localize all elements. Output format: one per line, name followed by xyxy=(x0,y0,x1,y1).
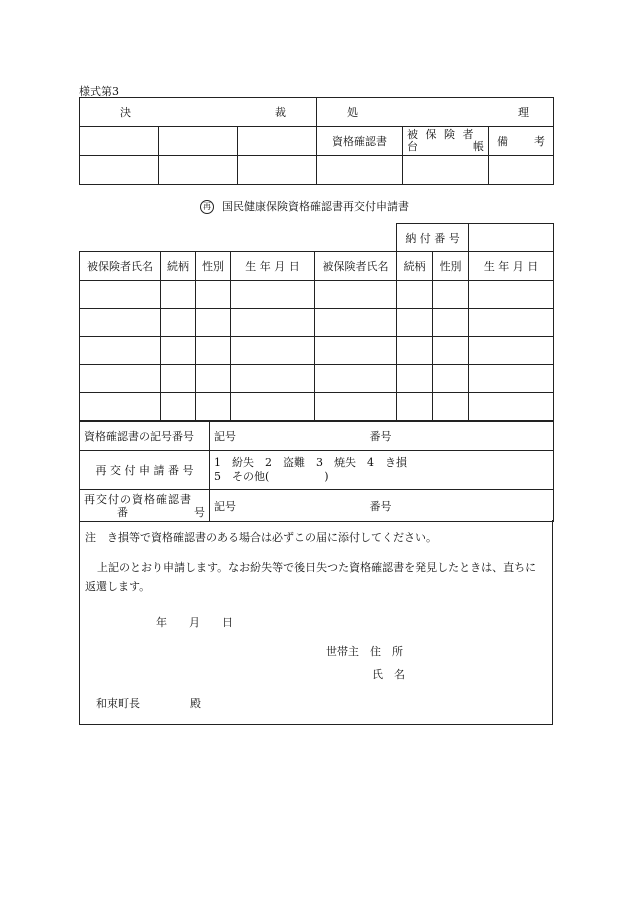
table-row xyxy=(80,365,554,393)
name-label: 氏 名 xyxy=(372,668,405,681)
header-relation-1: 続柄 xyxy=(161,252,196,281)
sex-field[interactable] xyxy=(433,309,469,337)
ledger-cell[interactable] xyxy=(403,156,489,185)
recipient: 和束町長 xyxy=(96,697,140,710)
relation-field[interactable] xyxy=(397,365,433,393)
declaration-text: 上記のとおり申請します。なお紛失等で後日失つた資格確認書を発見したときは、直ちに返還します。 xyxy=(85,561,537,593)
sex-field[interactable] xyxy=(433,337,469,365)
sex-field[interactable] xyxy=(433,365,469,393)
relation-field[interactable] xyxy=(397,393,433,421)
name-field[interactable] xyxy=(80,309,161,337)
persons-header-row xyxy=(80,252,554,281)
relation-field[interactable] xyxy=(397,281,433,309)
form-title: 再 国民健康保険資格確認書再交付申請書 xyxy=(200,198,409,214)
stamp-cell-2[interactable] xyxy=(159,127,238,156)
declaration-box xyxy=(79,520,553,725)
header-name-2: 被保険者氏名 xyxy=(315,252,397,281)
table-row xyxy=(80,393,554,421)
birthdate-field[interactable] xyxy=(469,393,554,421)
birthdate-field[interactable] xyxy=(231,281,315,309)
processing-header: 処 理 xyxy=(317,98,554,127)
sex-field[interactable] xyxy=(196,337,231,365)
sex-field[interactable] xyxy=(196,281,231,309)
relation-field[interactable] xyxy=(161,393,196,421)
relation-field[interactable] xyxy=(161,337,196,365)
birthdate-field[interactable] xyxy=(231,309,315,337)
approval-table xyxy=(79,97,554,185)
date-line[interactable]: 年 月 日 xyxy=(156,616,233,629)
header-relation-2: 続柄 xyxy=(397,252,433,281)
blank-area xyxy=(80,224,397,252)
name-field[interactable] xyxy=(315,393,397,421)
header-sex-2: 性別 xyxy=(433,252,469,281)
stamp-cell-5[interactable] xyxy=(159,156,238,185)
birthdate-field[interactable] xyxy=(469,281,554,309)
sex-field[interactable] xyxy=(433,281,469,309)
form-number: 様式第3 xyxy=(79,85,119,98)
stamp-cell-1[interactable] xyxy=(80,127,159,156)
note-column-label: 備 考 xyxy=(489,127,554,156)
reason-label: 再 交 付 申 請 番 号 xyxy=(80,451,210,490)
table-row xyxy=(80,337,554,365)
symbol-number-label: 資格確認書の記号番号 xyxy=(80,422,210,451)
name-field[interactable] xyxy=(315,281,397,309)
name-field[interactable] xyxy=(315,365,397,393)
birthdate-field[interactable] xyxy=(469,309,554,337)
reissue-mark: 再 xyxy=(200,200,214,214)
card-column-label: 資格確認書 xyxy=(317,127,403,156)
header-birthdate-2: 生 年 月 日 xyxy=(469,252,554,281)
ledger-column-label: 被 保 険 者 台 帳 xyxy=(403,127,489,156)
birthdate-field[interactable] xyxy=(231,337,315,365)
name-field[interactable] xyxy=(80,393,161,421)
symbol-number-field[interactable]: 記号 番号 xyxy=(210,422,554,451)
stamp-cell-6[interactable] xyxy=(238,156,317,185)
reissued-label: 再交付の資格確認書 番 号 xyxy=(80,490,210,522)
notice-text: 注 き損等で資格確認書のある場合は必ずこの届に添付してください。 xyxy=(85,531,437,544)
stamp-cell-4[interactable] xyxy=(80,156,159,185)
stamp-cell-3[interactable] xyxy=(238,127,317,156)
sex-field[interactable] xyxy=(196,393,231,421)
header-sex-1: 性別 xyxy=(196,252,231,281)
name-field[interactable] xyxy=(80,281,161,309)
relation-field[interactable] xyxy=(161,309,196,337)
name-field[interactable] xyxy=(315,309,397,337)
relation-field[interactable] xyxy=(161,365,196,393)
main-table xyxy=(79,223,554,421)
details-table xyxy=(79,421,554,522)
header-birthdate-1: 生 年 月 日 xyxy=(231,252,315,281)
card-cell[interactable] xyxy=(317,156,403,185)
name-field[interactable] xyxy=(80,365,161,393)
reason-options[interactable]: 1 紛失 2 盗難 3 焼失 4 き損 5 その他( ) xyxy=(210,451,554,490)
sex-field[interactable] xyxy=(196,309,231,337)
relation-field[interactable] xyxy=(161,281,196,309)
reissued-field[interactable]: 記号 番号 xyxy=(210,490,554,522)
sex-field[interactable] xyxy=(433,393,469,421)
relation-field[interactable] xyxy=(397,309,433,337)
header-name-1: 被保険者氏名 xyxy=(80,252,161,281)
head-address-label: 世帯主 住 所 xyxy=(326,645,403,658)
relation-field[interactable] xyxy=(397,337,433,365)
payment-number-field[interactable] xyxy=(469,224,554,252)
table-row xyxy=(80,281,554,309)
birthdate-field[interactable] xyxy=(469,337,554,365)
name-field[interactable] xyxy=(80,337,161,365)
decision-header: 決 裁 xyxy=(80,98,317,127)
birthdate-field[interactable] xyxy=(469,365,554,393)
honorific: 殿 xyxy=(190,697,201,710)
sex-field[interactable] xyxy=(196,365,231,393)
payment-number-label: 納 付 番 号 xyxy=(397,224,469,252)
note-cell[interactable] xyxy=(489,156,554,185)
table-row xyxy=(80,309,554,337)
birthdate-field[interactable] xyxy=(231,365,315,393)
birthdate-field[interactable] xyxy=(231,393,315,421)
name-field[interactable] xyxy=(315,337,397,365)
